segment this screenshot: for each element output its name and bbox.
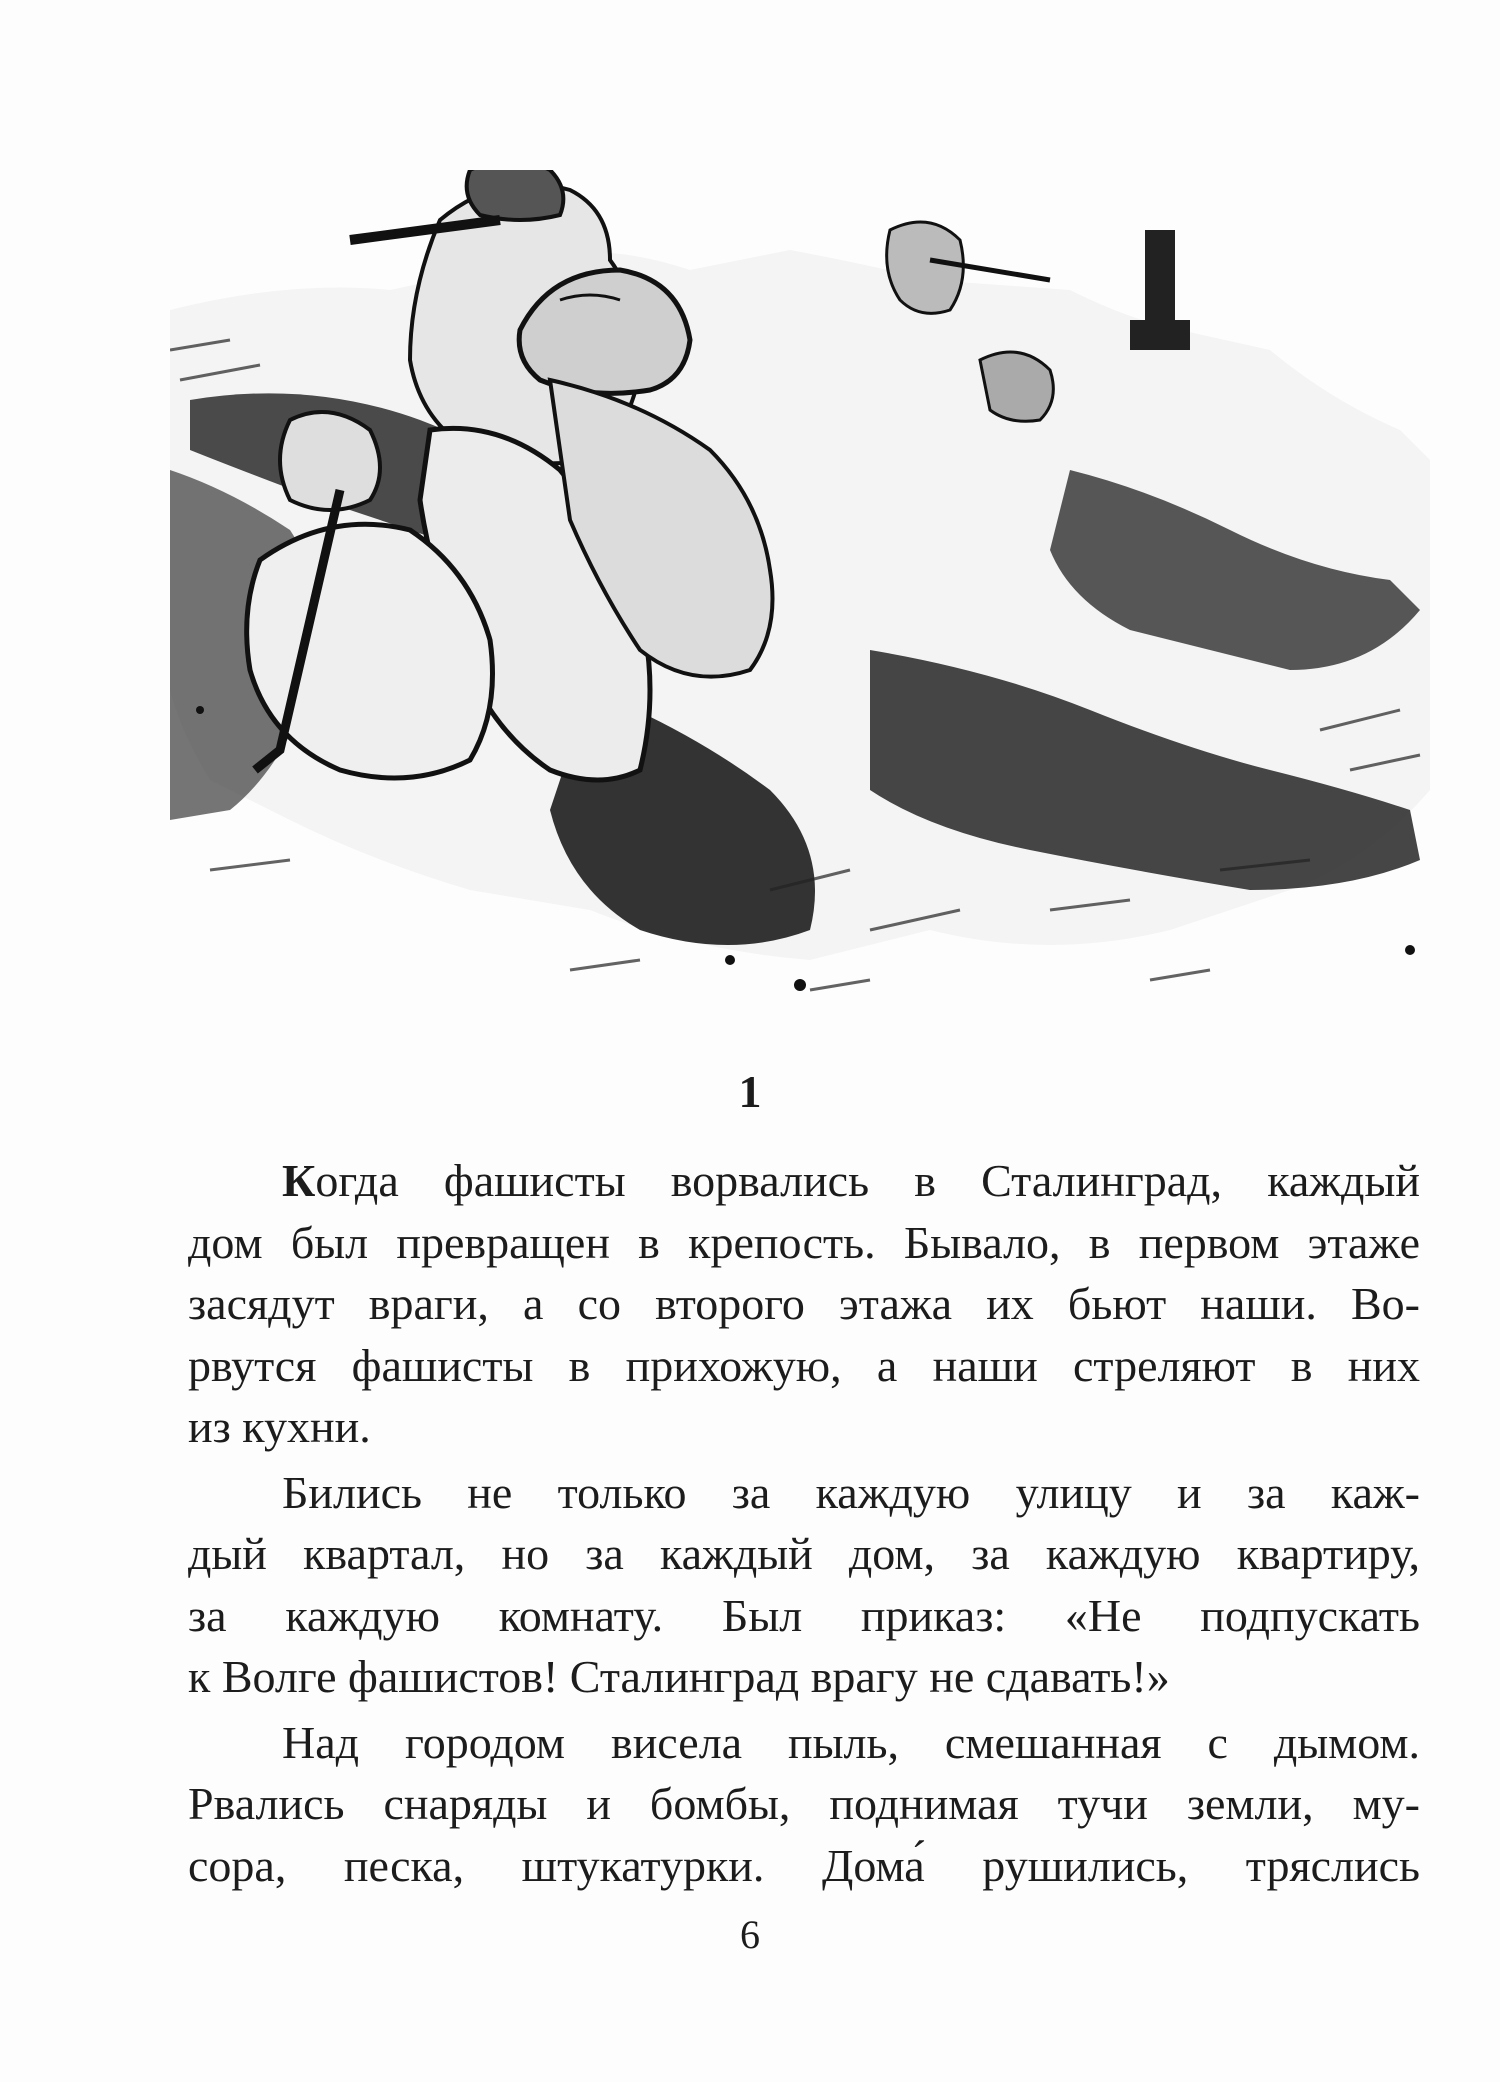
text-line: Бились не только за каждую улицу и за каж-: [282, 1466, 1420, 1518]
body-text: [188, 1150, 1420, 1896]
paragraph: [188, 1712, 1420, 1897]
text-line: за каждую комнату. Был приказ: «Не подпускать: [188, 1589, 1420, 1641]
initial-letter: К: [282, 1155, 316, 1206]
text-line: засядут враги, а со второго этажа их бьют наши. Во-: [188, 1278, 1420, 1329]
text-line: к Волге фашистов! Сталинград врагу не сдавать!»: [188, 1651, 1170, 1702]
paragraph: [188, 1462, 1420, 1708]
text-line: Рвались снаряды и бомбы, поднимая тучи земли, му-: [188, 1778, 1420, 1829]
text-line: Над городом висела пыль, смешанная с дымом.: [282, 1716, 1420, 1768]
text-line: дом был превращен в крепость. Бывало, в первом этаже: [188, 1216, 1420, 1268]
text-line: Когда фашисты ворвались в Сталинград, каждый: [282, 1155, 1420, 1206]
text-line: сора, песка, штукатурки. Дома́ рушились, тряслись: [188, 1839, 1420, 1891]
chapter-number: 1: [738, 1066, 762, 1117]
page-number: 6: [740, 1912, 760, 1957]
text-line: рвутся фашисты в прихожую, а наши стреляют в них: [188, 1339, 1420, 1391]
text-line: из кухни.: [188, 1401, 371, 1452]
text-line: дый квартал, но за каждый дом, за каждую квартиру,: [188, 1528, 1420, 1579]
paragraph: [188, 1150, 1420, 1458]
battle-illustration: [170, 170, 1430, 1040]
